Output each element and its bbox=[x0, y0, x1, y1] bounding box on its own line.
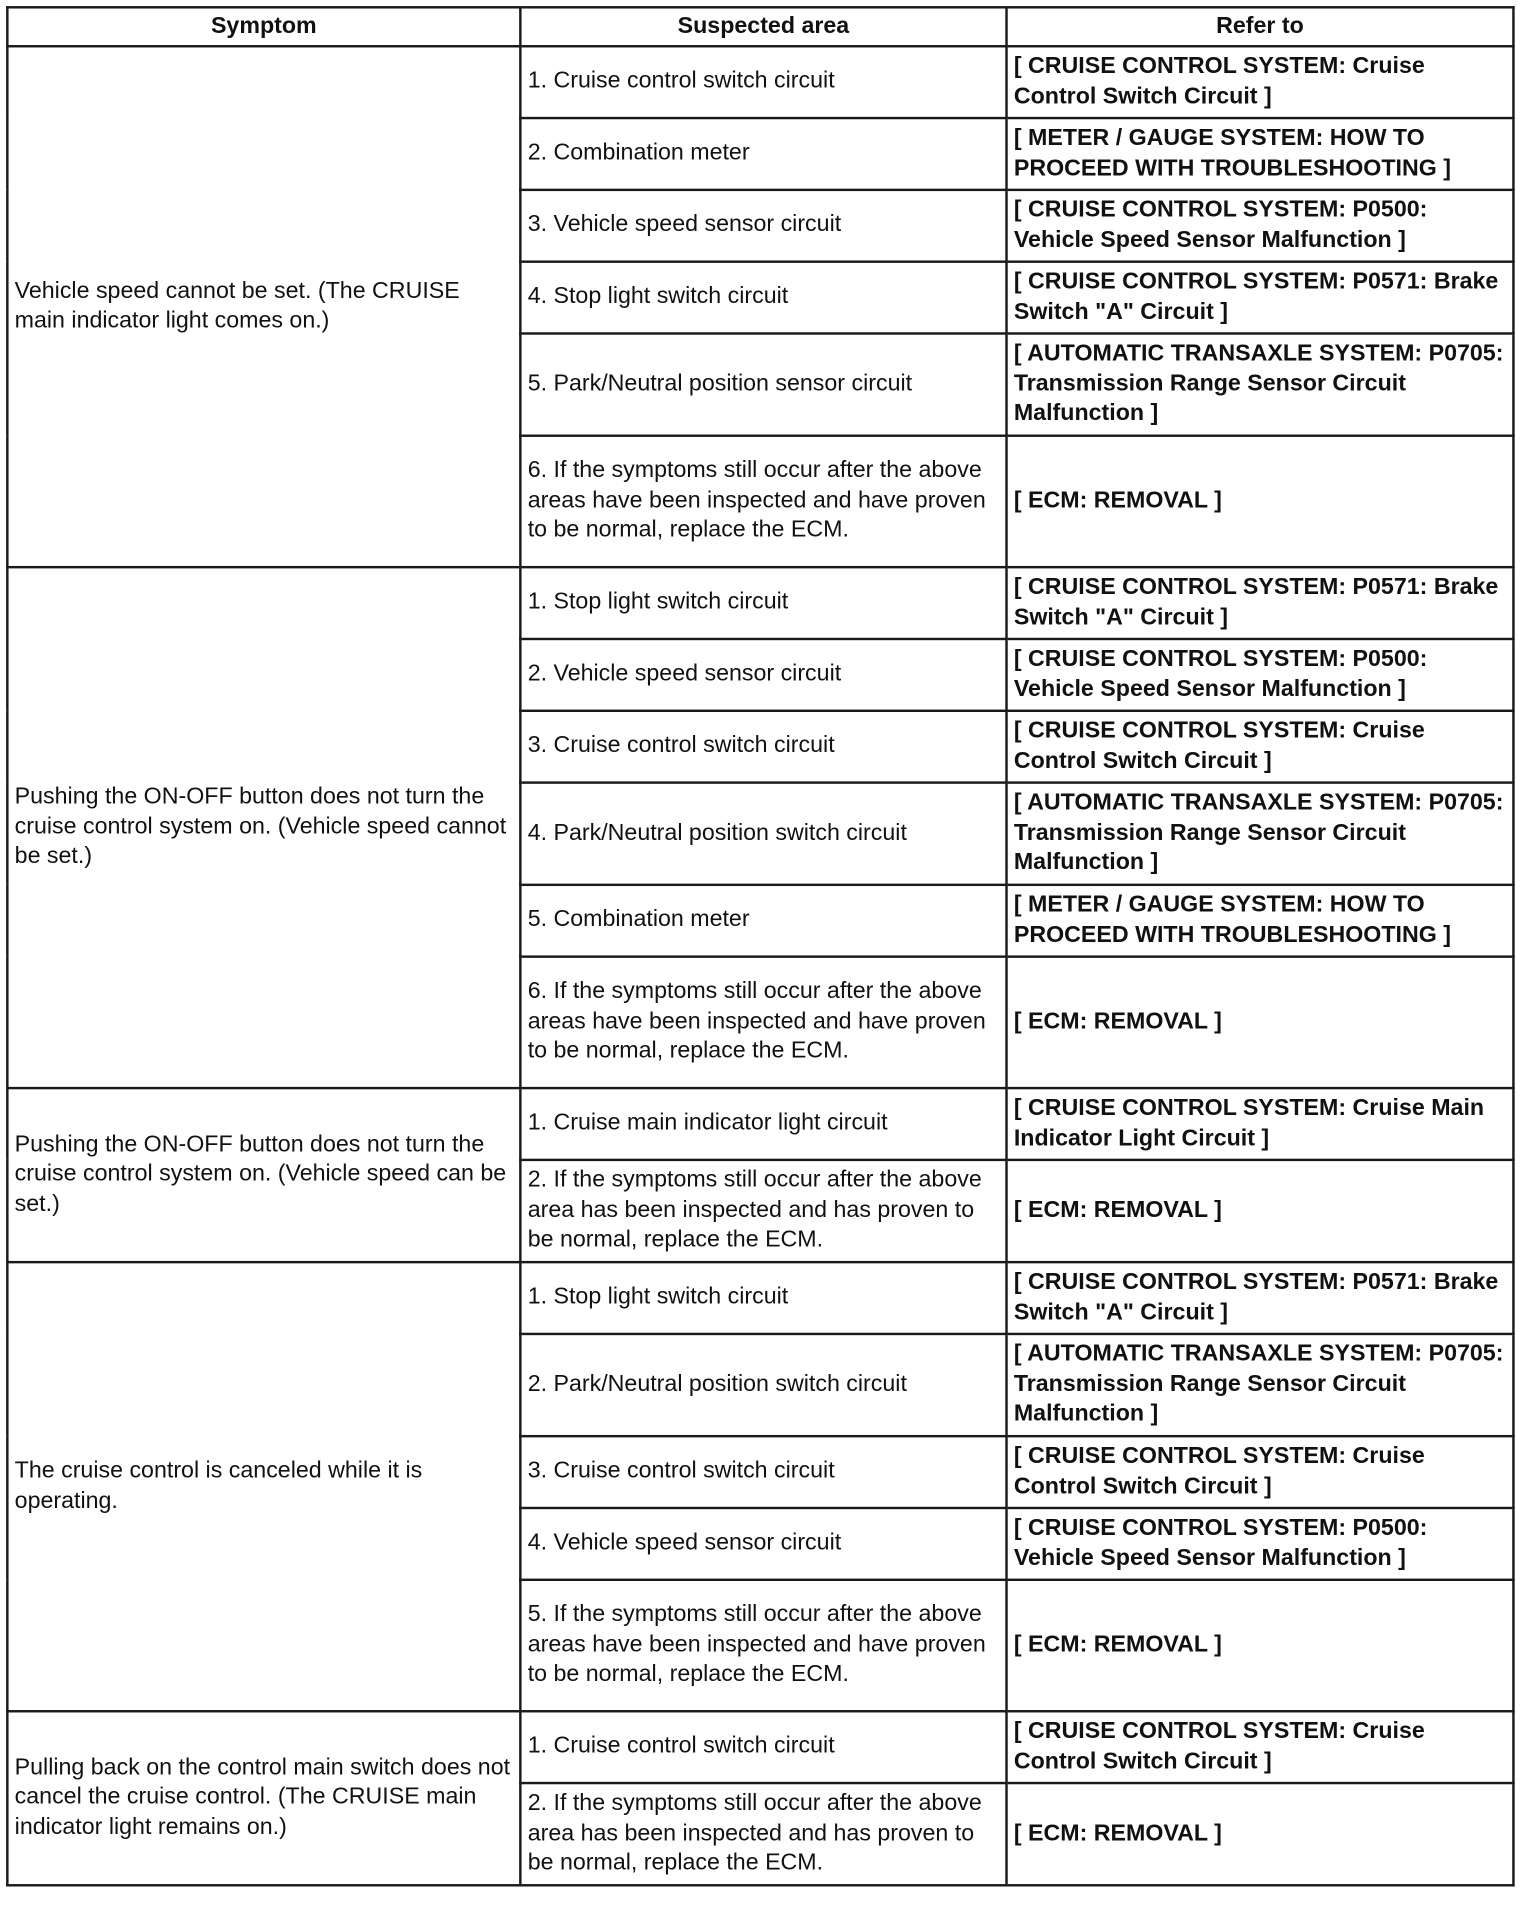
symptom-cell: Pushing the ON-OFF button does not turn the cruise control system on. (Vehicle speed cannot be set.) bbox=[7, 567, 520, 1088]
suspected-area-cell: 3. Cruise control switch circuit bbox=[520, 1436, 1006, 1508]
suspected-area-cell: 2. If the symptoms still occur after the above area has been inspected and has proven to be normal, replace the ECM. bbox=[520, 1160, 1006, 1262]
suspected-area-cell: 2. Vehicle speed sensor circuit bbox=[520, 639, 1006, 711]
symptom-cell: Pulling back on the control main switch does not cancel the cruise control. (The CRUISE main indicator light remains on.) bbox=[7, 1711, 520, 1885]
header-row bbox=[7, 7, 1513, 46]
symptom-cell: Pushing the ON-OFF button does not turn the cruise control system on. (Vehicle speed can be set.) bbox=[7, 1088, 520, 1262]
header-symptom: Symptom bbox=[7, 7, 520, 46]
suspected-area-cell: 2. Park/Neutral position switch circuit bbox=[520, 1334, 1006, 1436]
refer-to-cell: [ ECM: REMOVAL ] bbox=[1007, 1580, 1514, 1711]
table-row bbox=[7, 46, 1513, 118]
refer-to-cell: [ CRUISE CONTROL SYSTEM: P0500: Vehicle Speed Sensor Malfunction ] bbox=[1007, 190, 1514, 262]
refer-to-cell: [ AUTOMATIC TRANSAXLE SYSTEM: P0705: Transmission Range Sensor Circuit Malfunction ] bbox=[1007, 1334, 1514, 1436]
header-suspected-area: Suspected area bbox=[520, 7, 1006, 46]
refer-to-cell: [ CRUISE CONTROL SYSTEM: Cruise Control Switch Circuit ] bbox=[1007, 46, 1514, 118]
table-row bbox=[7, 1711, 1513, 1783]
refer-to-cell: [ CRUISE CONTROL SYSTEM: P0500: Vehicle Speed Sensor Malfunction ] bbox=[1007, 639, 1514, 711]
symptom-cell: Vehicle speed cannot be set. (The CRUISE main indicator light comes on.) bbox=[7, 46, 520, 567]
table-row bbox=[7, 567, 1513, 639]
symptom-cell: The cruise control is canceled while it is operating. bbox=[7, 1262, 520, 1711]
refer-to-cell: [ METER / GAUGE SYSTEM: HOW TO PROCEED WITH TROUBLESHOOTING ] bbox=[1007, 885, 1514, 957]
suspected-area-cell: 6. If the symptoms still occur after the above areas have been inspected and have proven to be normal, replace the ECM. bbox=[520, 436, 1006, 567]
refer-to-cell: [ ECM: REMOVAL ] bbox=[1007, 1783, 1514, 1885]
suspected-area-cell: 4. Stop light switch circuit bbox=[520, 262, 1006, 334]
suspected-area-cell: 2. Combination meter bbox=[520, 118, 1006, 190]
suspected-area-cell: 1. Cruise control switch circuit bbox=[520, 46, 1006, 118]
table-row bbox=[7, 1262, 1513, 1334]
suspected-area-cell: 4. Park/Neutral position switch circuit bbox=[520, 783, 1006, 885]
refer-to-cell: [ AUTOMATIC TRANSAXLE SYSTEM: P0705: Transmission Range Sensor Circuit Malfunction ] bbox=[1007, 783, 1514, 885]
refer-to-cell: [ METER / GAUGE SYSTEM: HOW TO PROCEED WITH TROUBLESHOOTING ] bbox=[1007, 118, 1514, 190]
refer-to-cell: [ CRUISE CONTROL SYSTEM: P0571: Brake Switch "A" Circuit ] bbox=[1007, 567, 1514, 639]
refer-to-cell: [ ECM: REMOVAL ] bbox=[1007, 436, 1514, 567]
suspected-area-cell: 1. Stop light switch circuit bbox=[520, 567, 1006, 639]
table-row bbox=[7, 1088, 1513, 1160]
refer-to-cell: [ CRUISE CONTROL SYSTEM: Cruise Main Indicator Light Circuit ] bbox=[1007, 1088, 1514, 1160]
suspected-area-cell: 2. If the symptoms still occur after the above area has been inspected and has proven to be normal, replace the ECM. bbox=[520, 1783, 1006, 1885]
refer-to-cell: [ ECM: REMOVAL ] bbox=[1007, 1160, 1514, 1262]
suspected-area-cell: 1. Cruise main indicator light circuit bbox=[520, 1088, 1006, 1160]
refer-to-cell: [ CRUISE CONTROL SYSTEM: P0571: Brake Switch "A" Circuit ] bbox=[1007, 262, 1514, 334]
suspected-area-cell: 5. If the symptoms still occur after the above areas have been inspected and have proven to be normal, replace the ECM. bbox=[520, 1580, 1006, 1711]
suspected-area-cell: 1. Cruise control switch circuit bbox=[520, 1711, 1006, 1783]
suspected-area-cell: 3. Cruise control switch circuit bbox=[520, 711, 1006, 783]
refer-to-cell: [ CRUISE CONTROL SYSTEM: Cruise Control Switch Circuit ] bbox=[1007, 1436, 1514, 1508]
refer-to-cell: [ CRUISE CONTROL SYSTEM: Cruise Control Switch Circuit ] bbox=[1007, 1711, 1514, 1783]
suspected-area-cell: 6. If the symptoms still occur after the above areas have been inspected and have proven to be normal, replace the ECM. bbox=[520, 957, 1006, 1088]
suspected-area-cell: 3. Vehicle speed sensor circuit bbox=[520, 190, 1006, 262]
refer-to-cell: [ CRUISE CONTROL SYSTEM: Cruise Control Switch Circuit ] bbox=[1007, 711, 1514, 783]
suspected-area-cell: 5. Combination meter bbox=[520, 885, 1006, 957]
refer-to-cell: [ ECM: REMOVAL ] bbox=[1007, 957, 1514, 1088]
refer-to-cell: [ AUTOMATIC TRANSAXLE SYSTEM: P0705: Transmission Range Sensor Circuit Malfunction ] bbox=[1007, 333, 1514, 435]
refer-to-cell: [ CRUISE CONTROL SYSTEM: P0500: Vehicle Speed Sensor Malfunction ] bbox=[1007, 1508, 1514, 1580]
suspected-area-cell: 1. Stop light switch circuit bbox=[520, 1262, 1006, 1334]
troubleshooting-table bbox=[6, 6, 1515, 1886]
refer-to-cell: [ CRUISE CONTROL SYSTEM: P0571: Brake Switch "A" Circuit ] bbox=[1007, 1262, 1514, 1334]
header-refer-to: Refer to bbox=[1007, 7, 1514, 46]
suspected-area-cell: 4. Vehicle speed sensor circuit bbox=[520, 1508, 1006, 1580]
suspected-area-cell: 5. Park/Neutral position sensor circuit bbox=[520, 333, 1006, 435]
